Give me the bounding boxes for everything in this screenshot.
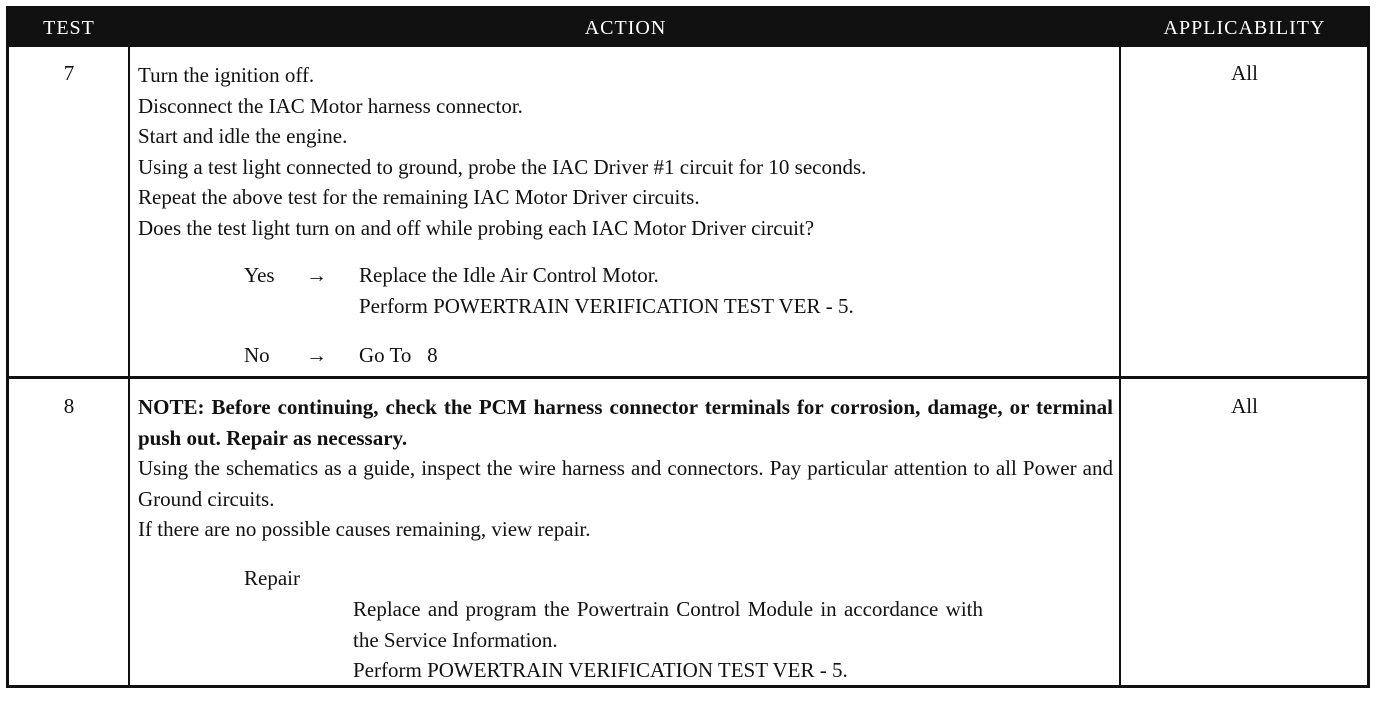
action-question: Does the test light turn on and off while probing each IAC Motor Driver circuit?	[138, 215, 815, 240]
no-goto: Go To 8	[359, 343, 438, 367]
column-divider	[1119, 47, 1121, 685]
test-number: 7	[63, 61, 75, 85]
header-test: TEST	[43, 17, 95, 39]
action-step: Turn the ignition off.	[138, 63, 315, 87]
repair-description: Replace and program the Powertrain Control Module in accordance with the Service Information.	[353, 597, 983, 652]
applicability-value: All	[1231, 394, 1258, 418]
yes-label: Yes	[244, 263, 275, 287]
repair-label: Repair	[244, 566, 300, 590]
inspection-instruction: Using the schematics as a guide, inspect the wire harness and connectors. Pay particular attention to all Power and Ground circuits.	[138, 456, 1113, 511]
header-action: ACTION	[584, 17, 667, 39]
repair-instruction: If there are no possible causes remaining, view repair.	[138, 517, 591, 541]
arrow-icon: →	[306, 263, 327, 287]
header-applicability: APPLICABILITY	[1163, 17, 1326, 39]
no-outcome	[138, 340, 1113, 371]
action-step: Start and idle the engine.	[138, 124, 348, 148]
table-header	[9, 9, 1367, 47]
action-step: Repeat the above test for the remaining IAC Motor Driver circuits.	[138, 185, 700, 209]
applicability-value: All	[1231, 61, 1258, 85]
action-step: Using a test light connected to ground, probe the IAC Driver #1 circuit for 10 seconds.	[138, 154, 867, 179]
no-label: No	[244, 343, 270, 367]
diagnostic-table	[6, 6, 1370, 688]
action-steps	[138, 60, 1113, 243]
yes-outcome	[138, 260, 1113, 322]
yes-action: Replace the Idle Air Control Motor.	[359, 263, 659, 287]
action-step: Disconnect the IAC Motor harness connector.	[138, 93, 523, 118]
action-steps	[138, 392, 1113, 545]
arrow-icon: →	[306, 343, 327, 367]
repair-action	[353, 594, 983, 686]
caution-note: NOTE: Before continuing, check the PCM harness connector terminals for corrosion, damage, or terminal push out. Repair as necessary.	[138, 395, 1113, 450]
column-divider	[128, 47, 130, 685]
row-divider	[9, 376, 1367, 379]
test-number: 8	[63, 394, 75, 418]
yes-verification: Perform POWERTRAIN VERIFICATION TEST VER - 5.	[359, 293, 854, 318]
repair-verification: Perform POWERTRAIN VERIFICATION TEST VER - 5.	[353, 658, 848, 682]
